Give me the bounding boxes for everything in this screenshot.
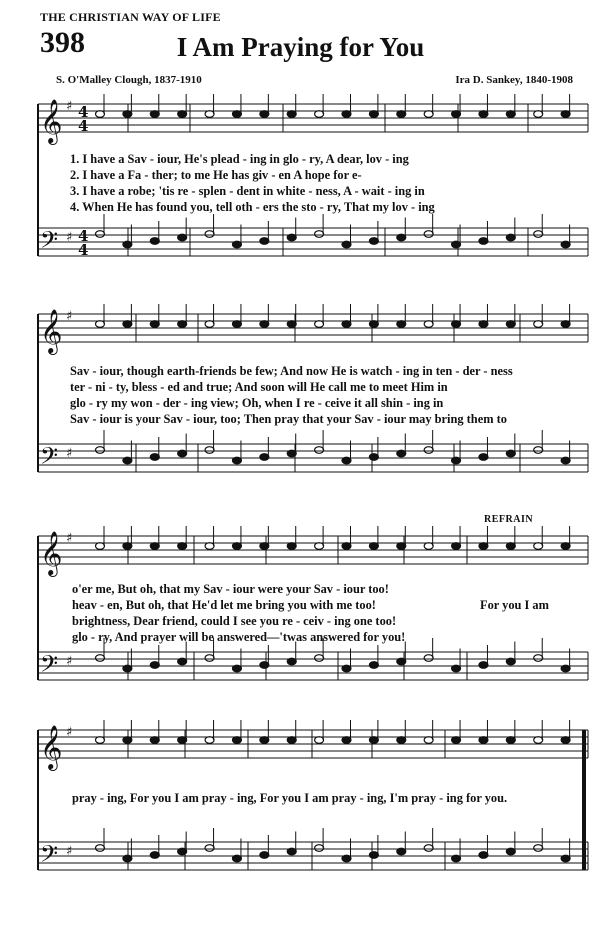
note-head <box>369 321 378 328</box>
note-head <box>123 321 132 328</box>
note-head <box>96 231 105 238</box>
note-head <box>123 665 132 672</box>
time-signature-top: 4 <box>78 103 89 121</box>
note-head <box>369 111 378 118</box>
note-head <box>561 737 570 744</box>
note-head <box>123 737 132 744</box>
note-head <box>424 845 433 852</box>
hymn-title: I Am Praying for You <box>176 32 425 62</box>
note-head <box>287 111 296 118</box>
note-head <box>178 543 187 550</box>
note-head <box>260 111 269 118</box>
note-head <box>342 457 351 464</box>
note-head <box>232 737 241 744</box>
note-head <box>178 658 187 665</box>
note-head <box>287 737 296 744</box>
note-head <box>205 845 214 852</box>
verse-4-line-3: glo - ry, And prayer will be answered—'twas answered for you! <box>72 630 406 644</box>
note-head <box>342 321 351 328</box>
note-head <box>205 447 214 454</box>
note-head <box>534 111 543 118</box>
note-head <box>260 852 269 859</box>
treble-clef-icon: 𝄞 <box>40 725 63 769</box>
note-head <box>342 241 351 248</box>
note-head <box>561 457 570 464</box>
note-head <box>232 457 241 464</box>
note-head <box>287 543 296 550</box>
lyricist-credit: S. O'Malley Clough, 1837-1910 <box>56 74 202 86</box>
note-head <box>315 231 324 238</box>
note-head <box>260 321 269 328</box>
note-head <box>287 658 296 665</box>
note-head <box>424 321 433 328</box>
bass-clef-icon: 𝄢 <box>40 650 59 683</box>
note-head <box>178 111 187 118</box>
note-head <box>260 238 269 245</box>
note-head <box>452 737 461 744</box>
bass-clef-icon: 𝄢 <box>40 840 59 873</box>
note-head <box>506 321 515 328</box>
note-head <box>452 111 461 118</box>
note-head <box>452 855 461 862</box>
note-head <box>506 737 515 744</box>
note-head <box>534 321 543 328</box>
note-head <box>150 454 159 461</box>
note-head <box>150 238 159 245</box>
note-head <box>205 111 214 118</box>
note-head <box>150 662 159 669</box>
note-head <box>561 241 570 248</box>
verse-2-line-2: ter - ni - ty, bless - ed and true; And soon will He call me to meet Him in <box>70 380 448 394</box>
note-head <box>205 231 214 238</box>
note-head <box>150 737 159 744</box>
note-head <box>397 543 406 550</box>
key-signature-sharp-icon: ♯ <box>66 99 73 114</box>
note-head <box>96 845 105 852</box>
verse-3-line-2: glo - ry my won - der - ing view; Oh, when I re - ceive it all shin - ing in <box>70 396 444 410</box>
verse-2-line-3: heav - en, But oh, that He'd let me bring you with me too! <box>72 598 376 612</box>
bass-clef-icon: 𝄢 <box>40 442 59 475</box>
note-head <box>315 321 324 328</box>
note-head <box>397 848 406 855</box>
note-head <box>534 737 543 744</box>
refrain-start-lyric: For you I am <box>480 598 549 612</box>
note-head <box>260 543 269 550</box>
time-signature-bottom: 4 <box>78 117 89 135</box>
note-head <box>397 658 406 665</box>
note-head <box>561 543 570 550</box>
key-signature-sharp-icon: ♯ <box>66 230 73 245</box>
note-head <box>150 852 159 859</box>
note-head <box>123 111 132 118</box>
verse-3-line-1: 3. I have a robe; 'tis re - splen - dent in white - ness, A - wait - ing in <box>70 184 425 198</box>
note-head <box>315 737 324 744</box>
note-head <box>534 845 543 852</box>
note-head <box>479 454 488 461</box>
note-head <box>205 321 214 328</box>
note-head <box>315 845 324 852</box>
note-head <box>534 655 543 662</box>
note-head <box>287 450 296 457</box>
note-head <box>342 737 351 744</box>
bass-clef-icon: 𝄢 <box>40 226 59 259</box>
music-system-4 <box>0 712 601 902</box>
note-head <box>561 321 570 328</box>
note-head <box>178 450 187 457</box>
note-head <box>287 848 296 855</box>
note-head <box>369 543 378 550</box>
note-head <box>479 111 488 118</box>
note-head <box>232 543 241 550</box>
note-head <box>424 543 433 550</box>
note-head <box>205 737 214 744</box>
verse-1-line-3: o'er me, But oh, that my Sav - iour were your Sav - iour too! <box>72 582 389 596</box>
note-head <box>96 321 105 328</box>
note-head <box>123 241 132 248</box>
note-head <box>479 321 488 328</box>
note-head <box>232 855 241 862</box>
note-head <box>342 855 351 862</box>
verse-1-line-1: 1. I have a Sav - iour, He's plead - ing in glo - ry, A dear, lov - ing <box>70 152 409 166</box>
note-head <box>232 321 241 328</box>
note-head <box>534 543 543 550</box>
verse-2-line-1: 2. I have a Fa - ther; to me He has giv - en A hope for e- <box>70 168 362 182</box>
note-head <box>150 543 159 550</box>
note-head <box>178 848 187 855</box>
note-head <box>506 234 515 241</box>
verse-4-line-1: 4. When He has found you, tell oth - ers the sto - ry, That my lov - ing <box>70 200 435 214</box>
note-head <box>506 450 515 457</box>
note-head <box>123 457 132 464</box>
note-head <box>369 662 378 669</box>
note-head <box>369 737 378 744</box>
note-head <box>205 543 214 550</box>
note-head <box>424 655 433 662</box>
composer-credit: Ira D. Sankey, 1840-1908 <box>455 74 573 86</box>
note-head <box>123 543 132 550</box>
note-head <box>315 447 324 454</box>
note-head <box>424 231 433 238</box>
key-signature-sharp-icon: ♯ <box>66 654 73 669</box>
note-head <box>397 321 406 328</box>
refrain-lyric: pray - ing, For you I am pray - ing, For you I am pray - ing, I'm pray - ing for you. <box>72 791 508 805</box>
note-head <box>260 454 269 461</box>
time-signature-top: 4 <box>78 227 89 245</box>
note-head <box>205 655 214 662</box>
note-head <box>452 457 461 464</box>
note-head <box>96 543 105 550</box>
note-head <box>479 238 488 245</box>
note-head <box>397 737 406 744</box>
refrain-label: REFRAIN <box>484 514 534 525</box>
verse-4-line-2: Sav - iour is your Sav - iour, too; Then pray that your Sav - iour may bring them to <box>70 412 507 426</box>
note-head <box>260 737 269 744</box>
note-head <box>424 447 433 454</box>
note-head <box>260 662 269 669</box>
note-head <box>342 111 351 118</box>
note-head <box>123 855 132 862</box>
note-head <box>452 665 461 672</box>
note-head <box>315 111 324 118</box>
note-head <box>315 655 324 662</box>
note-head <box>479 543 488 550</box>
note-head <box>506 658 515 665</box>
note-head <box>96 655 105 662</box>
note-head <box>452 543 461 550</box>
note-head <box>561 665 570 672</box>
note-head <box>397 234 406 241</box>
note-head <box>178 321 187 328</box>
section-title: THE CHRISTIAN WAY OF LIFE <box>40 10 221 24</box>
note-head <box>96 447 105 454</box>
key-signature-sharp-icon: ♯ <box>66 844 73 859</box>
treble-clef-icon: 𝄞 <box>40 309 63 353</box>
note-head <box>232 111 241 118</box>
note-head <box>479 737 488 744</box>
hymn-number: 398 <box>40 26 85 59</box>
note-head <box>342 665 351 672</box>
note-head <box>424 111 433 118</box>
note-head <box>479 662 488 669</box>
note-head <box>369 454 378 461</box>
note-head <box>150 321 159 328</box>
note-head <box>506 111 515 118</box>
note-head <box>397 450 406 457</box>
verse-3-line-3: brightness, Dear friend, could I see you re - ceiv - ing one too! <box>72 614 397 628</box>
time-signature-bottom: 4 <box>78 241 89 259</box>
note-head <box>561 855 570 862</box>
note-head <box>178 737 187 744</box>
note-head <box>287 234 296 241</box>
note-head <box>561 111 570 118</box>
note-head <box>534 231 543 238</box>
note-head <box>150 111 159 118</box>
treble-clef-icon: 𝄞 <box>40 99 63 143</box>
note-head <box>369 238 378 245</box>
note-head <box>232 665 241 672</box>
note-head <box>506 848 515 855</box>
note-head <box>178 234 187 241</box>
note-head <box>506 543 515 550</box>
note-head <box>287 321 296 328</box>
note-head <box>479 852 488 859</box>
key-signature-sharp-icon: ♯ <box>66 309 73 324</box>
note-head <box>534 447 543 454</box>
note-head <box>315 543 324 550</box>
note-head <box>96 111 105 118</box>
note-head <box>452 241 461 248</box>
note-head <box>369 852 378 859</box>
key-signature-sharp-icon: ♯ <box>66 531 73 546</box>
note-head <box>96 737 105 744</box>
key-signature-sharp-icon: ♯ <box>66 446 73 461</box>
treble-clef-icon: 𝄞 <box>40 531 63 575</box>
note-head <box>232 241 241 248</box>
verse-1-line-2: Sav - iour, though earth-friends be few; And now He is watch - ing in ten - der - ness <box>70 364 513 378</box>
note-head <box>397 111 406 118</box>
note-head <box>424 737 433 744</box>
note-head <box>342 543 351 550</box>
key-signature-sharp-icon: ♯ <box>66 725 73 740</box>
note-head <box>452 321 461 328</box>
